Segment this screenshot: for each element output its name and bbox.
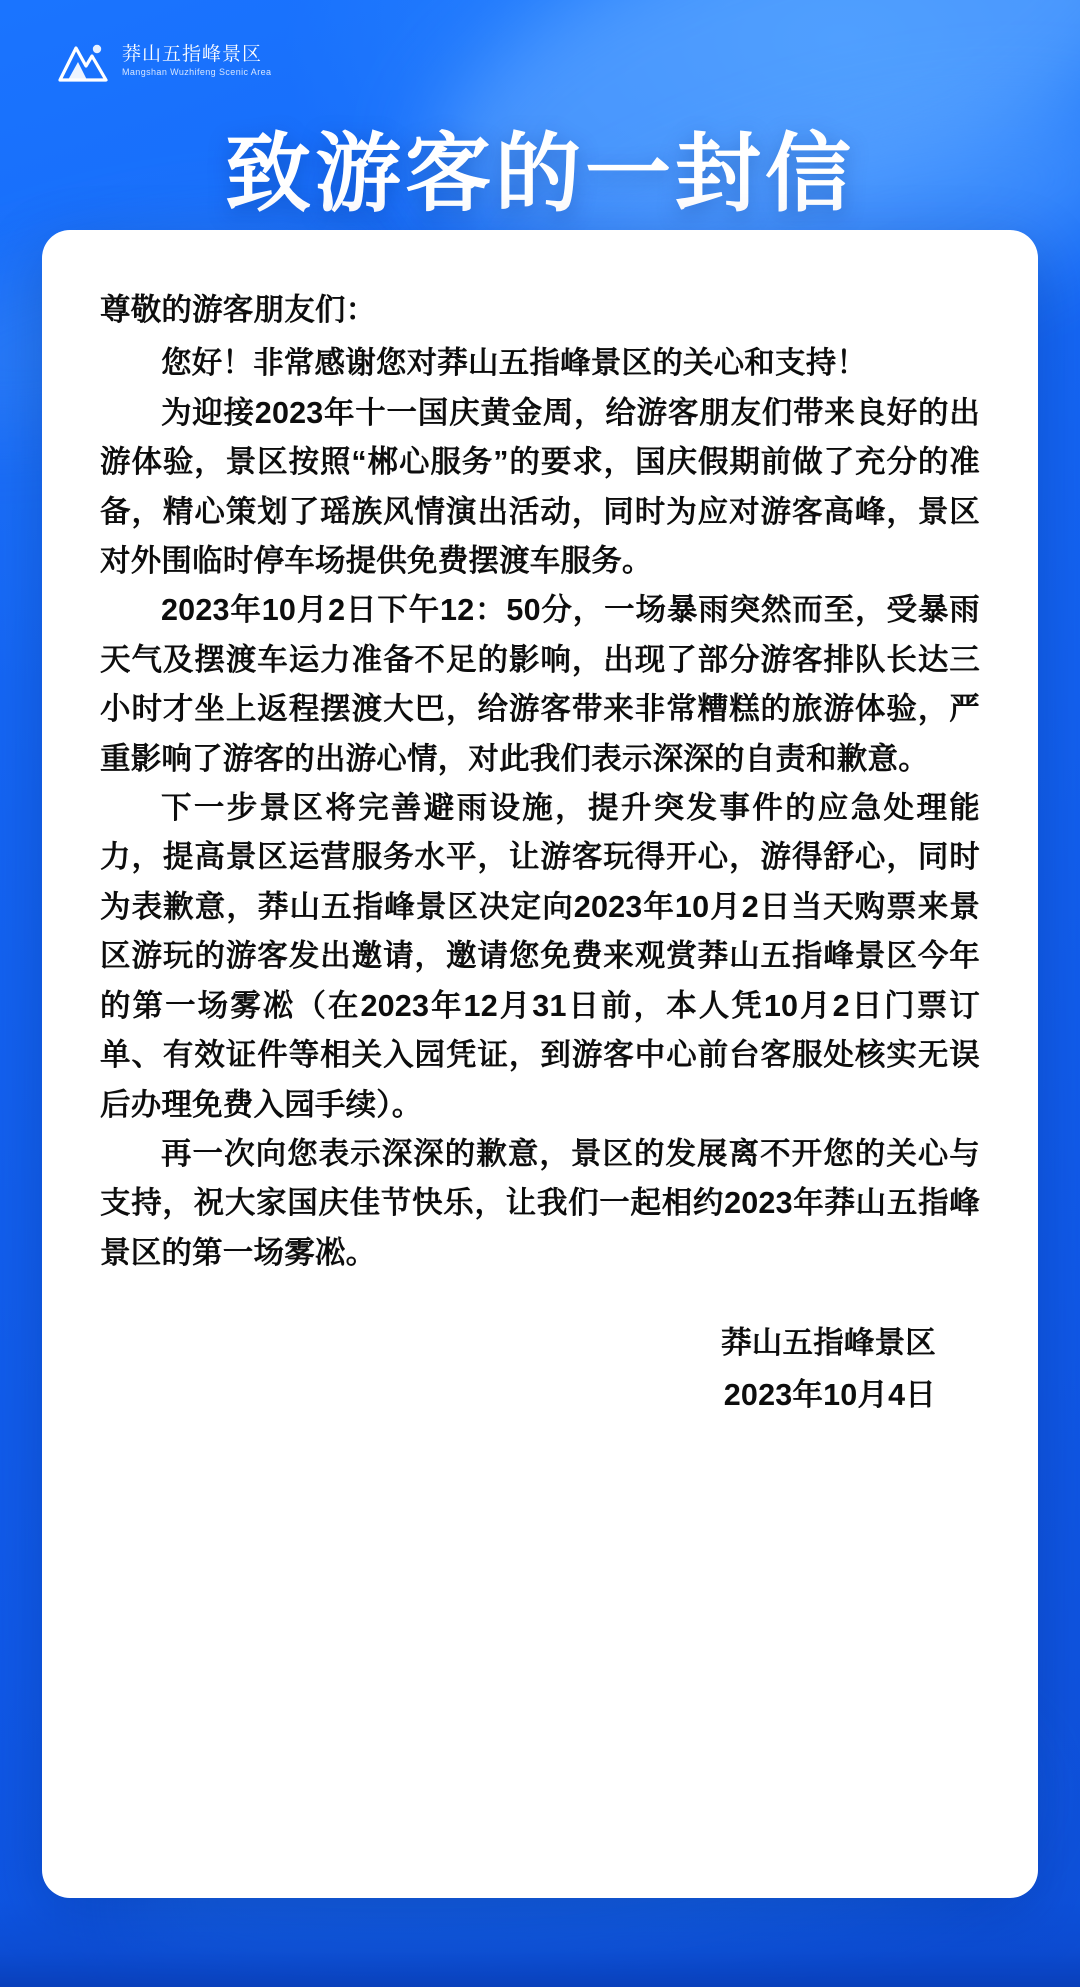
mountain-logo-icon [56,36,110,86]
brand-name-cn: 莽山五指峰景区 [122,43,263,65]
brand-text [122,45,271,77]
letter-paragraph-2: 为迎接2023年十一国庆黄金周，给游客朋友们带来良好的出游体验，景区按照“郴心服务”的要求，国庆假期前做了充分的准备，精心策划了瑶族风情演出活动，同时为应对游客高峰，景区对外围临时停车场提供免费摆渡车服务。 [100,395,980,579]
brand-logo [56,36,271,86]
brand-name-en: Mangshan Wuzhifeng Scenic Area [122,66,272,77]
signature-date: 2023年10月4日 [723,1377,936,1412]
letter-paragraph-5: 再一次向您表示深深的歉意，景区的发展离不开您的关心与支持，祝大家国庆佳节快乐，让我们一起相约2023年莽山五指峰景区的第一场雾凇。 [100,1136,980,1270]
letter-card [42,230,1038,1898]
letter-paragraph-4: 下一步景区将完善避雨设施，提升突发事件的应急处理能力，提高景区运营服务水平，让游客玩得开心，游得舒心，同时为表歉意，莽山五指峰景区决定向2023年10月2日当天购票来景区游玩的游客发出邀请，邀请您免费来观赏莽山五指峰景区今年的第一场雾凇（在2023年12月31日前，本人凭10月2日门票订单、有效证件等相关入园凭证，到游客中心前台客服处核实无误后办理免费入园手续）。 [100,791,980,1122]
bottom-gradient [0,1898,1080,1987]
page-title: 致游客的一封信 [225,126,855,222]
letter-paragraph-3: 2023年10月2日下午12：50分，一场暴雨突然而至，受暴雨天气及摆渡车运力准备不足的影响，出现了部分游客排队长达三小时才坐上返程摆渡大巴，给游客带来非常糟糕的旅游体验，严重影响了游客的出游心情，对此我们表示深深的自责和歉意。 [100,593,980,776]
signature-organization: 莽山五指峰景区 [721,1326,936,1361]
letter-paragraph-1: 您好！非常感谢您对莽山五指峰景区的关心和支持！ [161,346,868,381]
letter-salutation: 尊敬的游客朋友们： [100,293,377,327]
letter-body [100,286,980,1422]
letter-signature [100,1318,980,1422]
